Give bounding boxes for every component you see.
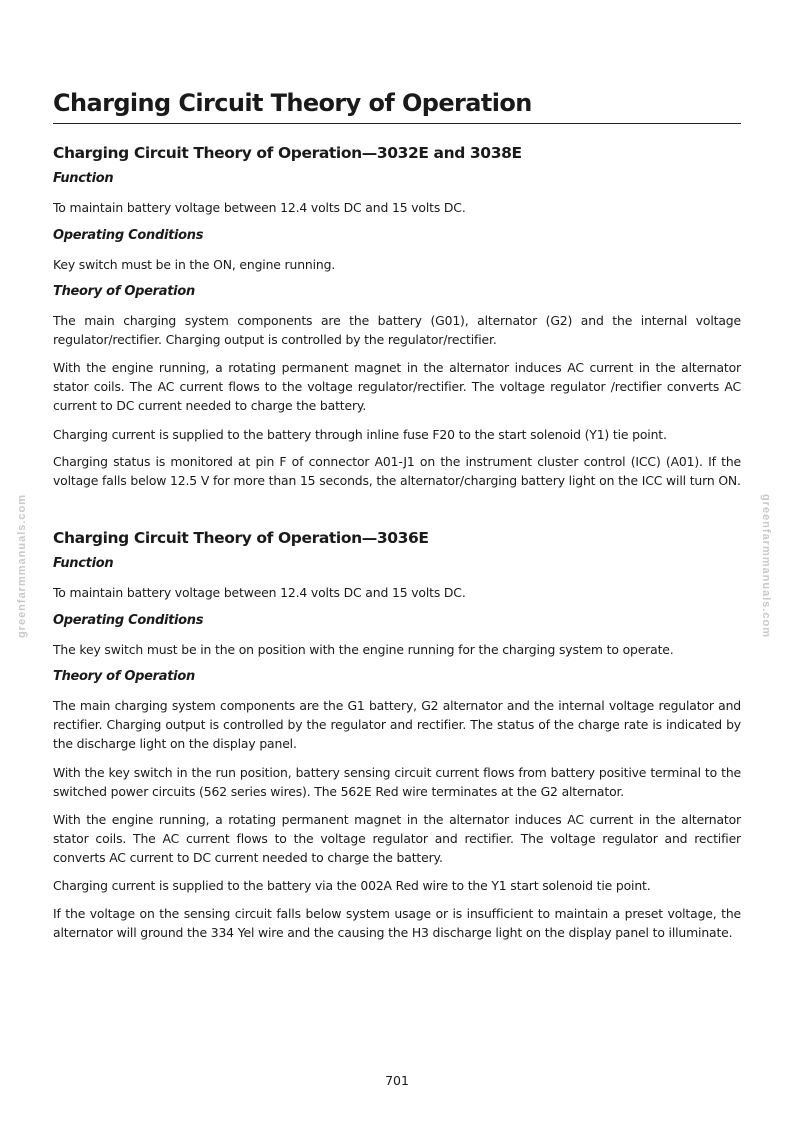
operating-conditions-heading: Operating Conditions bbox=[53, 228, 204, 243]
theory-paragraph: The main charging system components are the battery (G01), alternator (G2) and the internal voltage regulator/rectifier. Charging output is controlled by the regulator/rectifier. bbox=[53, 313, 741, 347]
theory-paragraph: If the voltage on the sensing circuit falls below system usage or is insufficient to maintain a preset voltage, the alternator will ground the 334 Yel wire and the causing the H3 discharge light on the display panel to illuminate. bbox=[53, 906, 741, 940]
operating-conditions-heading: Operating Conditions bbox=[53, 613, 204, 628]
theory-of-operation-heading: Theory of Operation bbox=[53, 669, 195, 684]
section-title-3036e: Charging Circuit Theory of Operation—3036E bbox=[53, 529, 429, 547]
function-text: To maintain battery voltage between 12.4 volts DC and 15 volts DC. bbox=[53, 585, 466, 600]
theory-paragraph: With the key switch in the run position, battery sensing circuit current flows from battery positive terminal to the switched power circuits (562 series wires). The 562E Red wire terminates at the G2 alternator. bbox=[53, 765, 741, 799]
theory-paragraph: With the engine running, a rotating permanent magnet in the alternator induces AC current in the alternator stator coils. The AC current flows to the voltage regulator/rectifier. The voltage regulator /rectifier converts AC current to DC current needed to charge the battery. bbox=[53, 360, 741, 413]
theory-paragraph: With the engine running, a rotating permanent magnet in the alternator induces AC current in the alternator stator coils. The AC current flows to the voltage regulator and rectifier. The voltage regulator and rectifier converts AC current to DC current needed to charge the battery. bbox=[53, 812, 741, 865]
function-heading: Function bbox=[53, 556, 114, 571]
page-title: Charging Circuit Theory of Operation bbox=[53, 86, 741, 124]
watermark-right: greenfarmmanuals.com bbox=[760, 493, 772, 639]
theory-paragraph: Charging status is monitored at pin F of connector A01-J1 on the instrument cluster control (ICC) (A01). If the voltage falls below 12.5 V for more than 15 seconds, the alternator/charging battery light on the ICC will turn ON. bbox=[53, 454, 741, 488]
section-title-3032e-3038e: Charging Circuit Theory of Operation—3032E and 3038E bbox=[53, 144, 522, 162]
theory-paragraph: The main charging system components are the G1 battery, G2 alternator and the internal voltage regulator and rectifier. Charging output is controlled by the regulator and rectifier. The status of the charge rate is indicated by the discharge light on the display panel. bbox=[53, 698, 741, 751]
theory-of-operation-heading: Theory of Operation bbox=[53, 284, 195, 299]
function-text: To maintain battery voltage between 12.4 volts DC and 15 volts DC. bbox=[53, 200, 466, 215]
page-number: 701 bbox=[385, 1073, 409, 1088]
theory-paragraph: Charging current is supplied to the battery via the 002A Red wire to the Y1 start solenoid tie point. bbox=[53, 878, 651, 893]
function-heading: Function bbox=[53, 171, 114, 186]
operating-conditions-text: Key switch must be in the ON, engine running. bbox=[53, 257, 336, 272]
theory-paragraph: Charging current is supplied to the battery through inline fuse F20 to the start solenoid (Y1) tie point. bbox=[53, 427, 667, 442]
watermark-left: greenfarmmanuals.com bbox=[16, 493, 28, 639]
operating-conditions-text: The key switch must be in the on position with the engine running for the charging system to operate. bbox=[53, 642, 674, 657]
